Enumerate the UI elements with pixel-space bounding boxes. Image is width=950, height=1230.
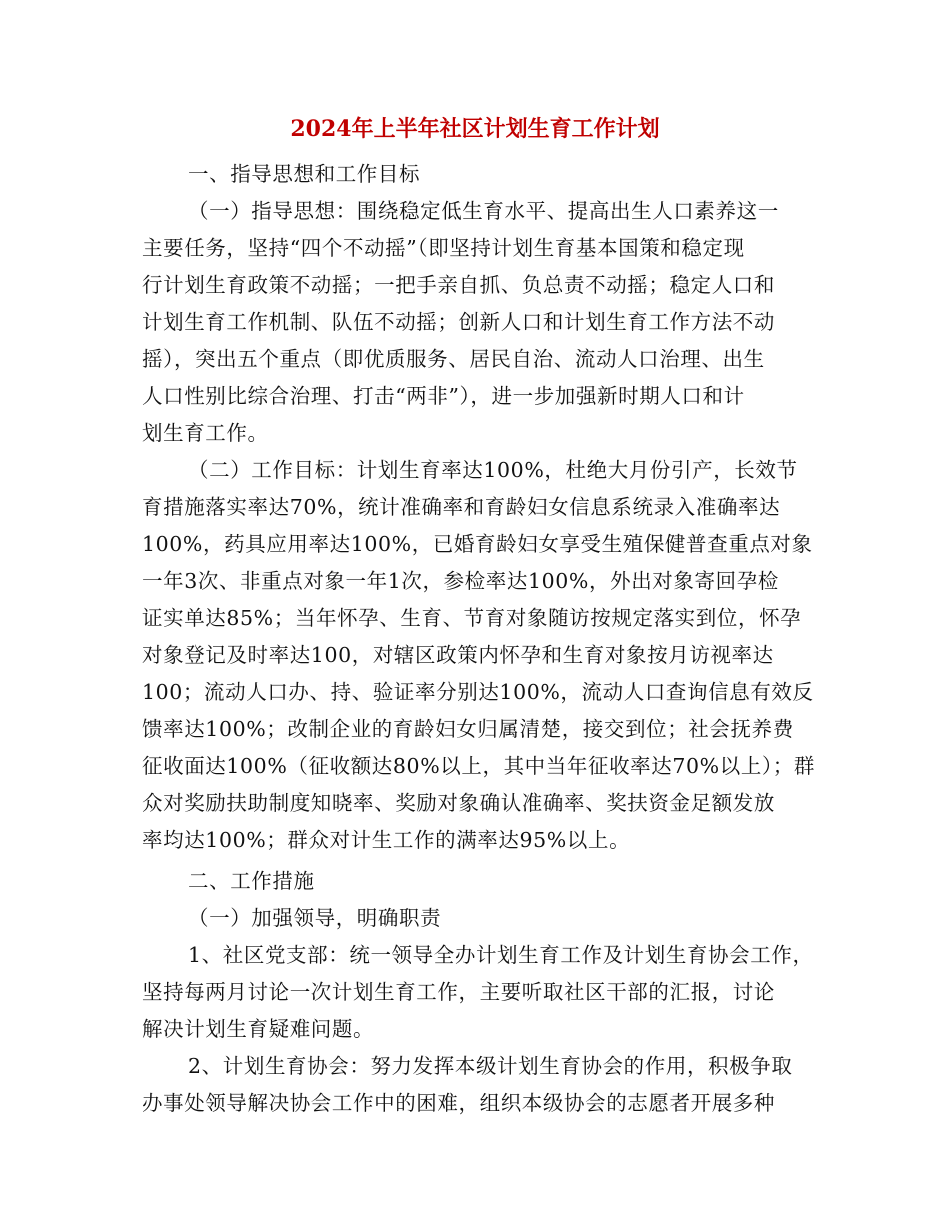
paragraph-line: 一年3次、非重点对象一年1次，参检率达100%，外出对象寄回孕检 bbox=[142, 569, 779, 593]
paragraph-line: 育措施落实率达70%，统计准确率和育龄妇女信息系统录入准确率达 bbox=[142, 495, 781, 519]
section-heading: 二、工作措施 bbox=[188, 869, 315, 893]
paragraph-line: 办事处领导解决协会工作中的困难，组织本级协会的志愿者开展多种 bbox=[142, 1091, 775, 1115]
paragraph-line: 行计划生育政策不动摇；一把手亲自抓、负总责不动摇；稳定人口和 bbox=[142, 273, 775, 297]
paragraph-line: 率均达100%；群众对计生工作的满率达95%以上。 bbox=[142, 828, 631, 852]
paragraph-line: 馈率达100%；改制企业的育龄妇女归属清楚，接交到位；社会抚养费 bbox=[142, 717, 794, 741]
paragraph-line: 众对奖励扶助制度知晓率、奖励对象确认准确率、奖扶资金足额发放 bbox=[142, 791, 775, 815]
paragraph-line: 划生育工作。 bbox=[142, 421, 269, 445]
document-title: 2024年上半年社区计划生育工作计划 bbox=[290, 116, 660, 142]
paragraph-line: （一）指导思想：围绕稳定低生育水平、提高出生人口素养这一 bbox=[188, 199, 779, 223]
paragraph-line: 100；流动人口办、持、验证率分别达100%，流动人口查询信息有效反 bbox=[142, 680, 814, 704]
paragraph-line: 征收面达100%（征收额达80%以上，其中当年征收率达70%以上）；群 bbox=[142, 754, 815, 778]
paragraph-line: 主要任务，坚持“四个不动摇”（即坚持计划生育基本国策和稳定现 bbox=[142, 236, 745, 260]
paragraph-line: 100%，药具应用率达100%，已婚育龄妇女享受生殖保健普查重点对象 bbox=[142, 532, 813, 556]
paragraph-line: 2、计划生育协会：努力发挥本级计划生育协会的作用，积极争取 bbox=[188, 1054, 793, 1078]
subsection-heading: （一）加强领导，明确职责 bbox=[188, 906, 442, 930]
paragraph-line: 证实单达85%；当年怀孕、生育、节育对象随访按规定落实到位，怀孕 bbox=[142, 606, 802, 630]
paragraph-line: 解决计划生育疑难问题。 bbox=[142, 1017, 375, 1041]
paragraph-line: 对象登记及时率达100，对辖区政策内怀孕和生育对象按月访视率达 bbox=[142, 643, 774, 667]
paragraph-line: 计划生育工作机制、队伍不动摇；创新人口和计划生育工作方法不动 bbox=[142, 310, 775, 334]
paragraph-line: 人口性别比综合治理、打击“两非”），进一步加强新时期人口和计 bbox=[142, 384, 745, 408]
paragraph-line: 1、社区党支部：统一领导全办计划生育工作及计划生育协会工作， bbox=[188, 943, 814, 967]
paragraph-line: （二）工作目标：计划生育率达100%，杜绝大月份引产，长效节 bbox=[188, 458, 798, 482]
paragraph-line: 坚持每两月讨论一次计划生育工作，主要听取社区干部的汇报，讨论 bbox=[142, 980, 775, 1004]
paragraph-line: 摇），突出五个重点（即优质服务、居民自治、流动人口治理、出生 bbox=[142, 347, 765, 371]
section-heading: 一、指导思想和工作目标 bbox=[188, 162, 421, 186]
